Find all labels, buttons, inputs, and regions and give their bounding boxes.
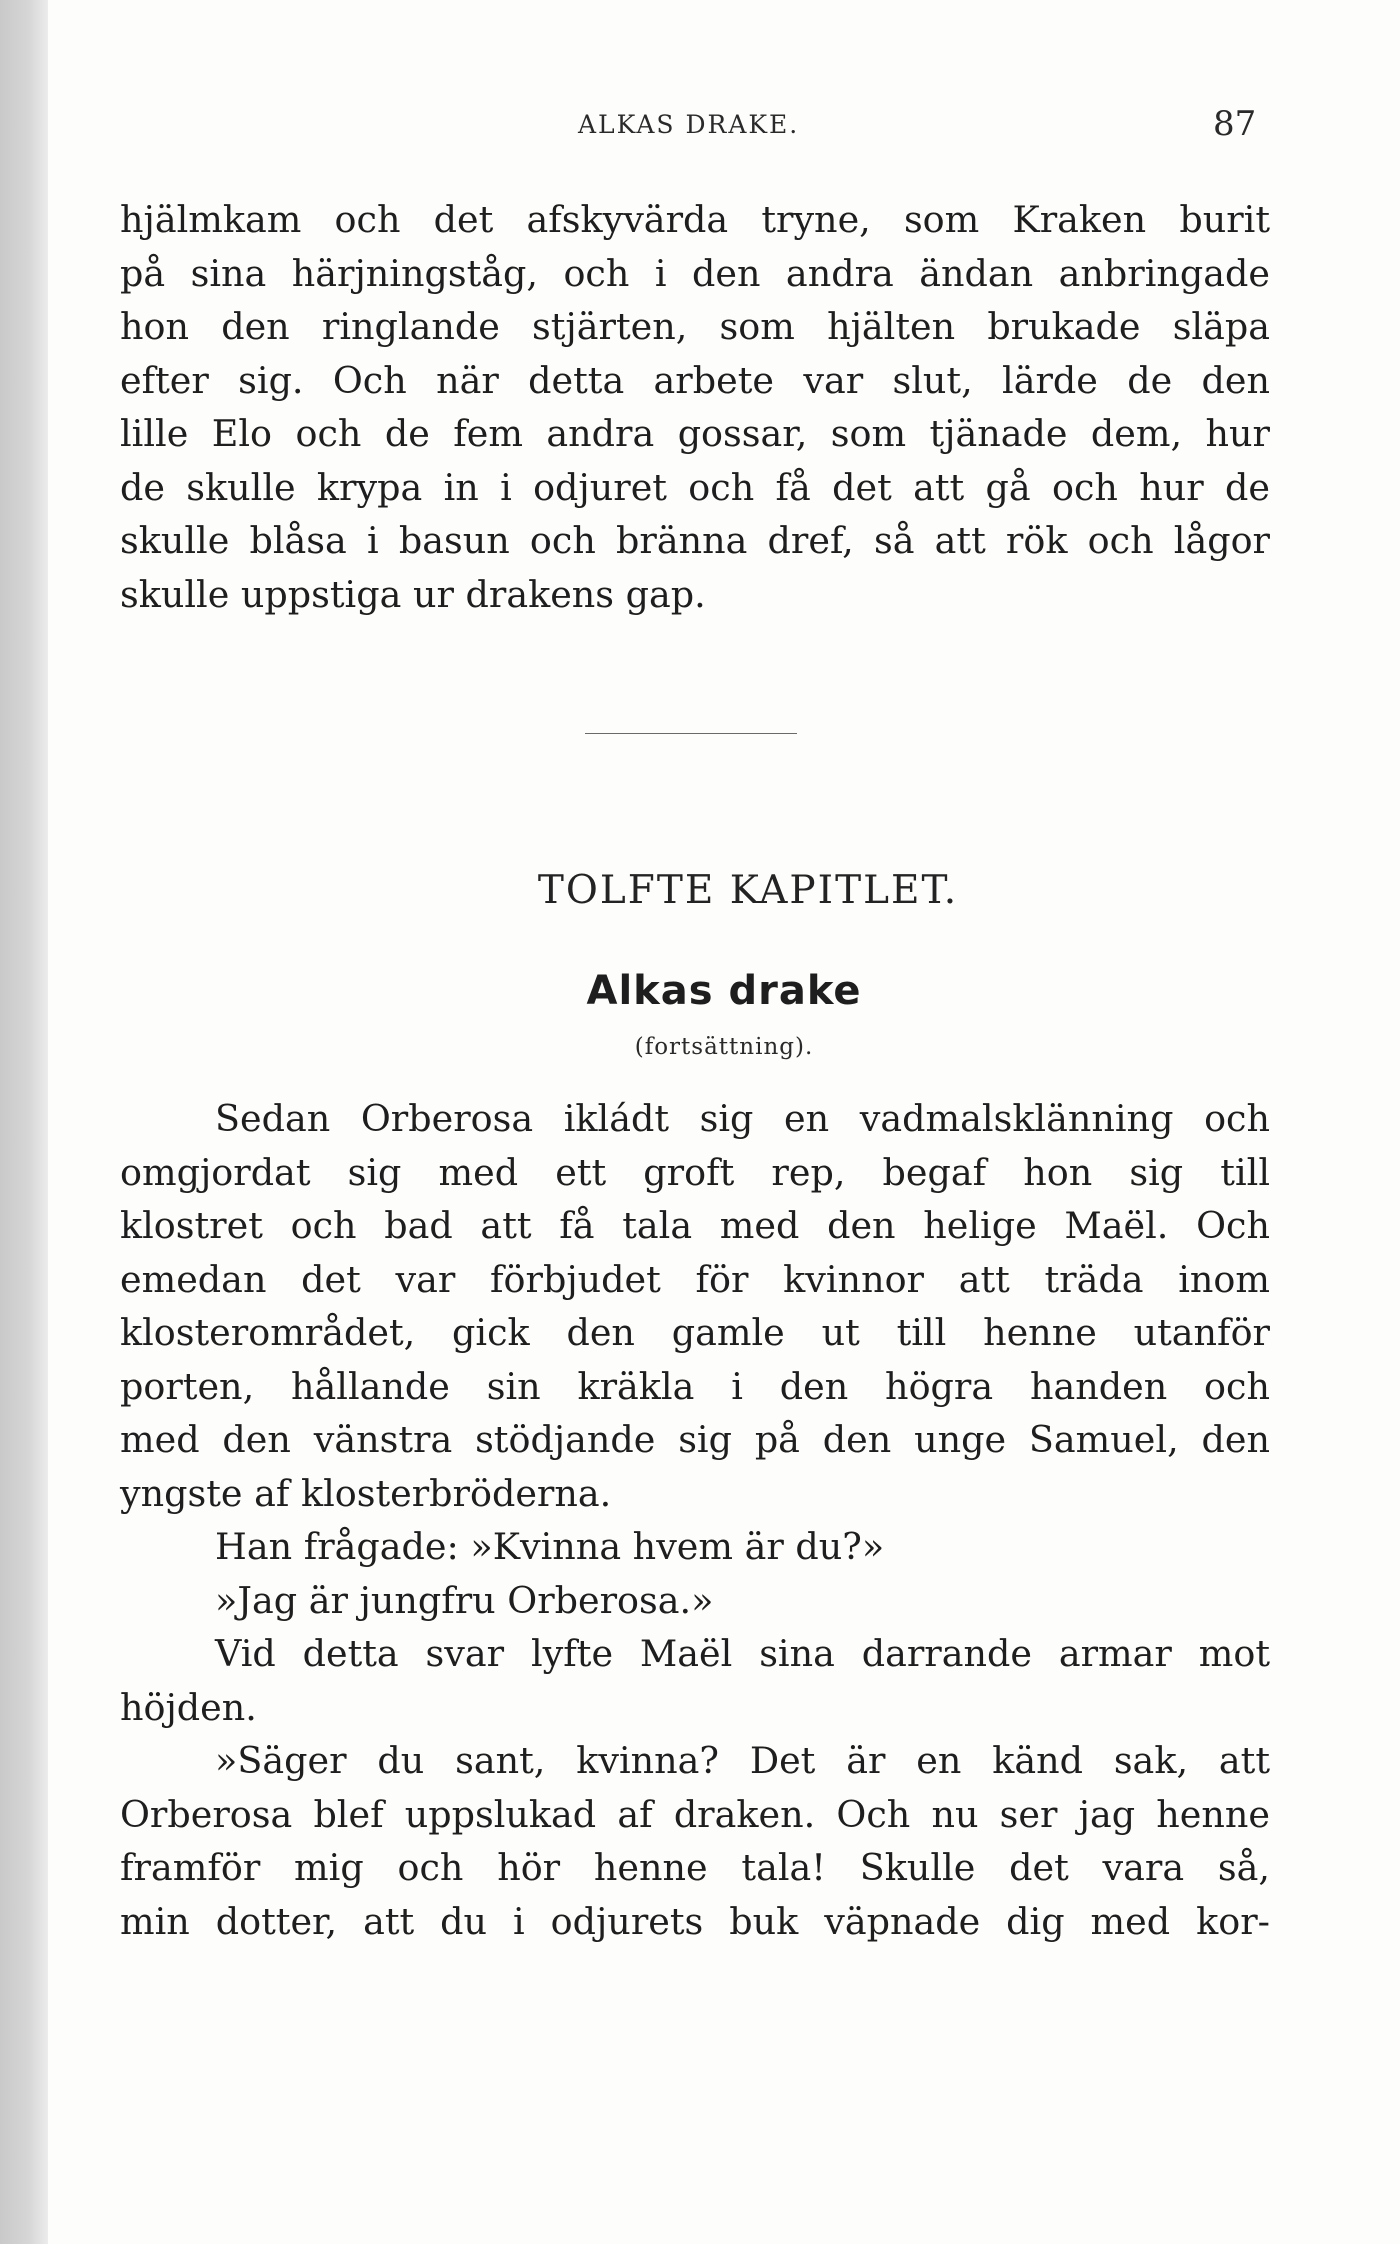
- text-line: emedan det var förbjudet för kvinnor att träda inom: [120, 1257, 1270, 1301]
- text-line: de skulle krypa in i odjuret och få det att gå och hur de: [120, 465, 1270, 509]
- chapter-heading: TOLFTE KAPITLET.: [537, 868, 959, 913]
- text-line: lille Elo och de fem andra gossar, som tjänade dem, hur: [120, 412, 1270, 455]
- page-gutter-shadow: [0, 0, 48, 2244]
- text-line: min dotter, att du i odjurets buk väpnade dig med kor-: [120, 1899, 1270, 1943]
- section-divider: [585, 733, 797, 734]
- text-line: skulle blåsa i basun och bränna dref, så att rök och lågor: [120, 519, 1270, 562]
- running-head: ALKAS DRAKE.: [578, 110, 800, 139]
- text-line: på sina härjningståg, och i den andra ändan anbringade: [120, 251, 1270, 295]
- text-line: hjälmkam och det afskyvärda tryne, som Kraken burit: [120, 198, 1270, 241]
- text-line: skulle uppstiga ur drakens gap.: [120, 572, 706, 616]
- text-line: klosterområdet, gick den gamle ut till henne utanför: [120, 1311, 1270, 1354]
- text-line: Vid detta svar lyfte Maël sina darrande armar mot: [215, 1632, 1270, 1675]
- text-line: klostret och bad att få tala med den helige Maël. Och: [120, 1204, 1270, 1247]
- dialogue-line: »Jag är jungfru Orberosa.»: [215, 1578, 714, 1622]
- book-page: [48, 0, 1400, 2244]
- dialogue-line: Han frågade: »Kvinna hvem är du?»: [215, 1525, 885, 1568]
- chapter-title: Alkas drake: [586, 968, 862, 1014]
- text-line: höjden.: [120, 1685, 257, 1729]
- text-line: framför mig och hör henne tala! Skulle det vara så,: [120, 1846, 1270, 1889]
- text-line: efter sig. Och när detta arbete var slut, lärde de den: [120, 358, 1270, 402]
- text-line: hon den ringlande stjärten, som hjälten brukade släpa: [120, 305, 1270, 348]
- dialogue-line: »Säger du sant, kvinna? Det är en känd sak, att: [215, 1739, 1270, 1782]
- page-number: 87: [1213, 104, 1257, 144]
- text-line: omgjordat sig med ett groft rep, begaf hon sig till: [120, 1150, 1270, 1194]
- text-line: Sedan Orberosa ikládt sig en vadmalsklänning och: [215, 1097, 1270, 1140]
- text-line: yngste af klosterbröderna.: [120, 1471, 612, 1515]
- text-line: porten, hållande sin kräkla i den högra handen och: [120, 1364, 1270, 1408]
- text-line: med den vänstra stödjande sig på den unge Samuel, den: [120, 1418, 1270, 1461]
- paragraph-continuation: [120, 193, 1270, 621]
- chapter-body: [120, 1092, 1270, 1948]
- text-line: Orberosa blef uppslukad af draken. Och nu ser jag henne: [120, 1792, 1270, 1836]
- chapter-subtitle: (fortsättning).: [634, 1034, 814, 1060]
